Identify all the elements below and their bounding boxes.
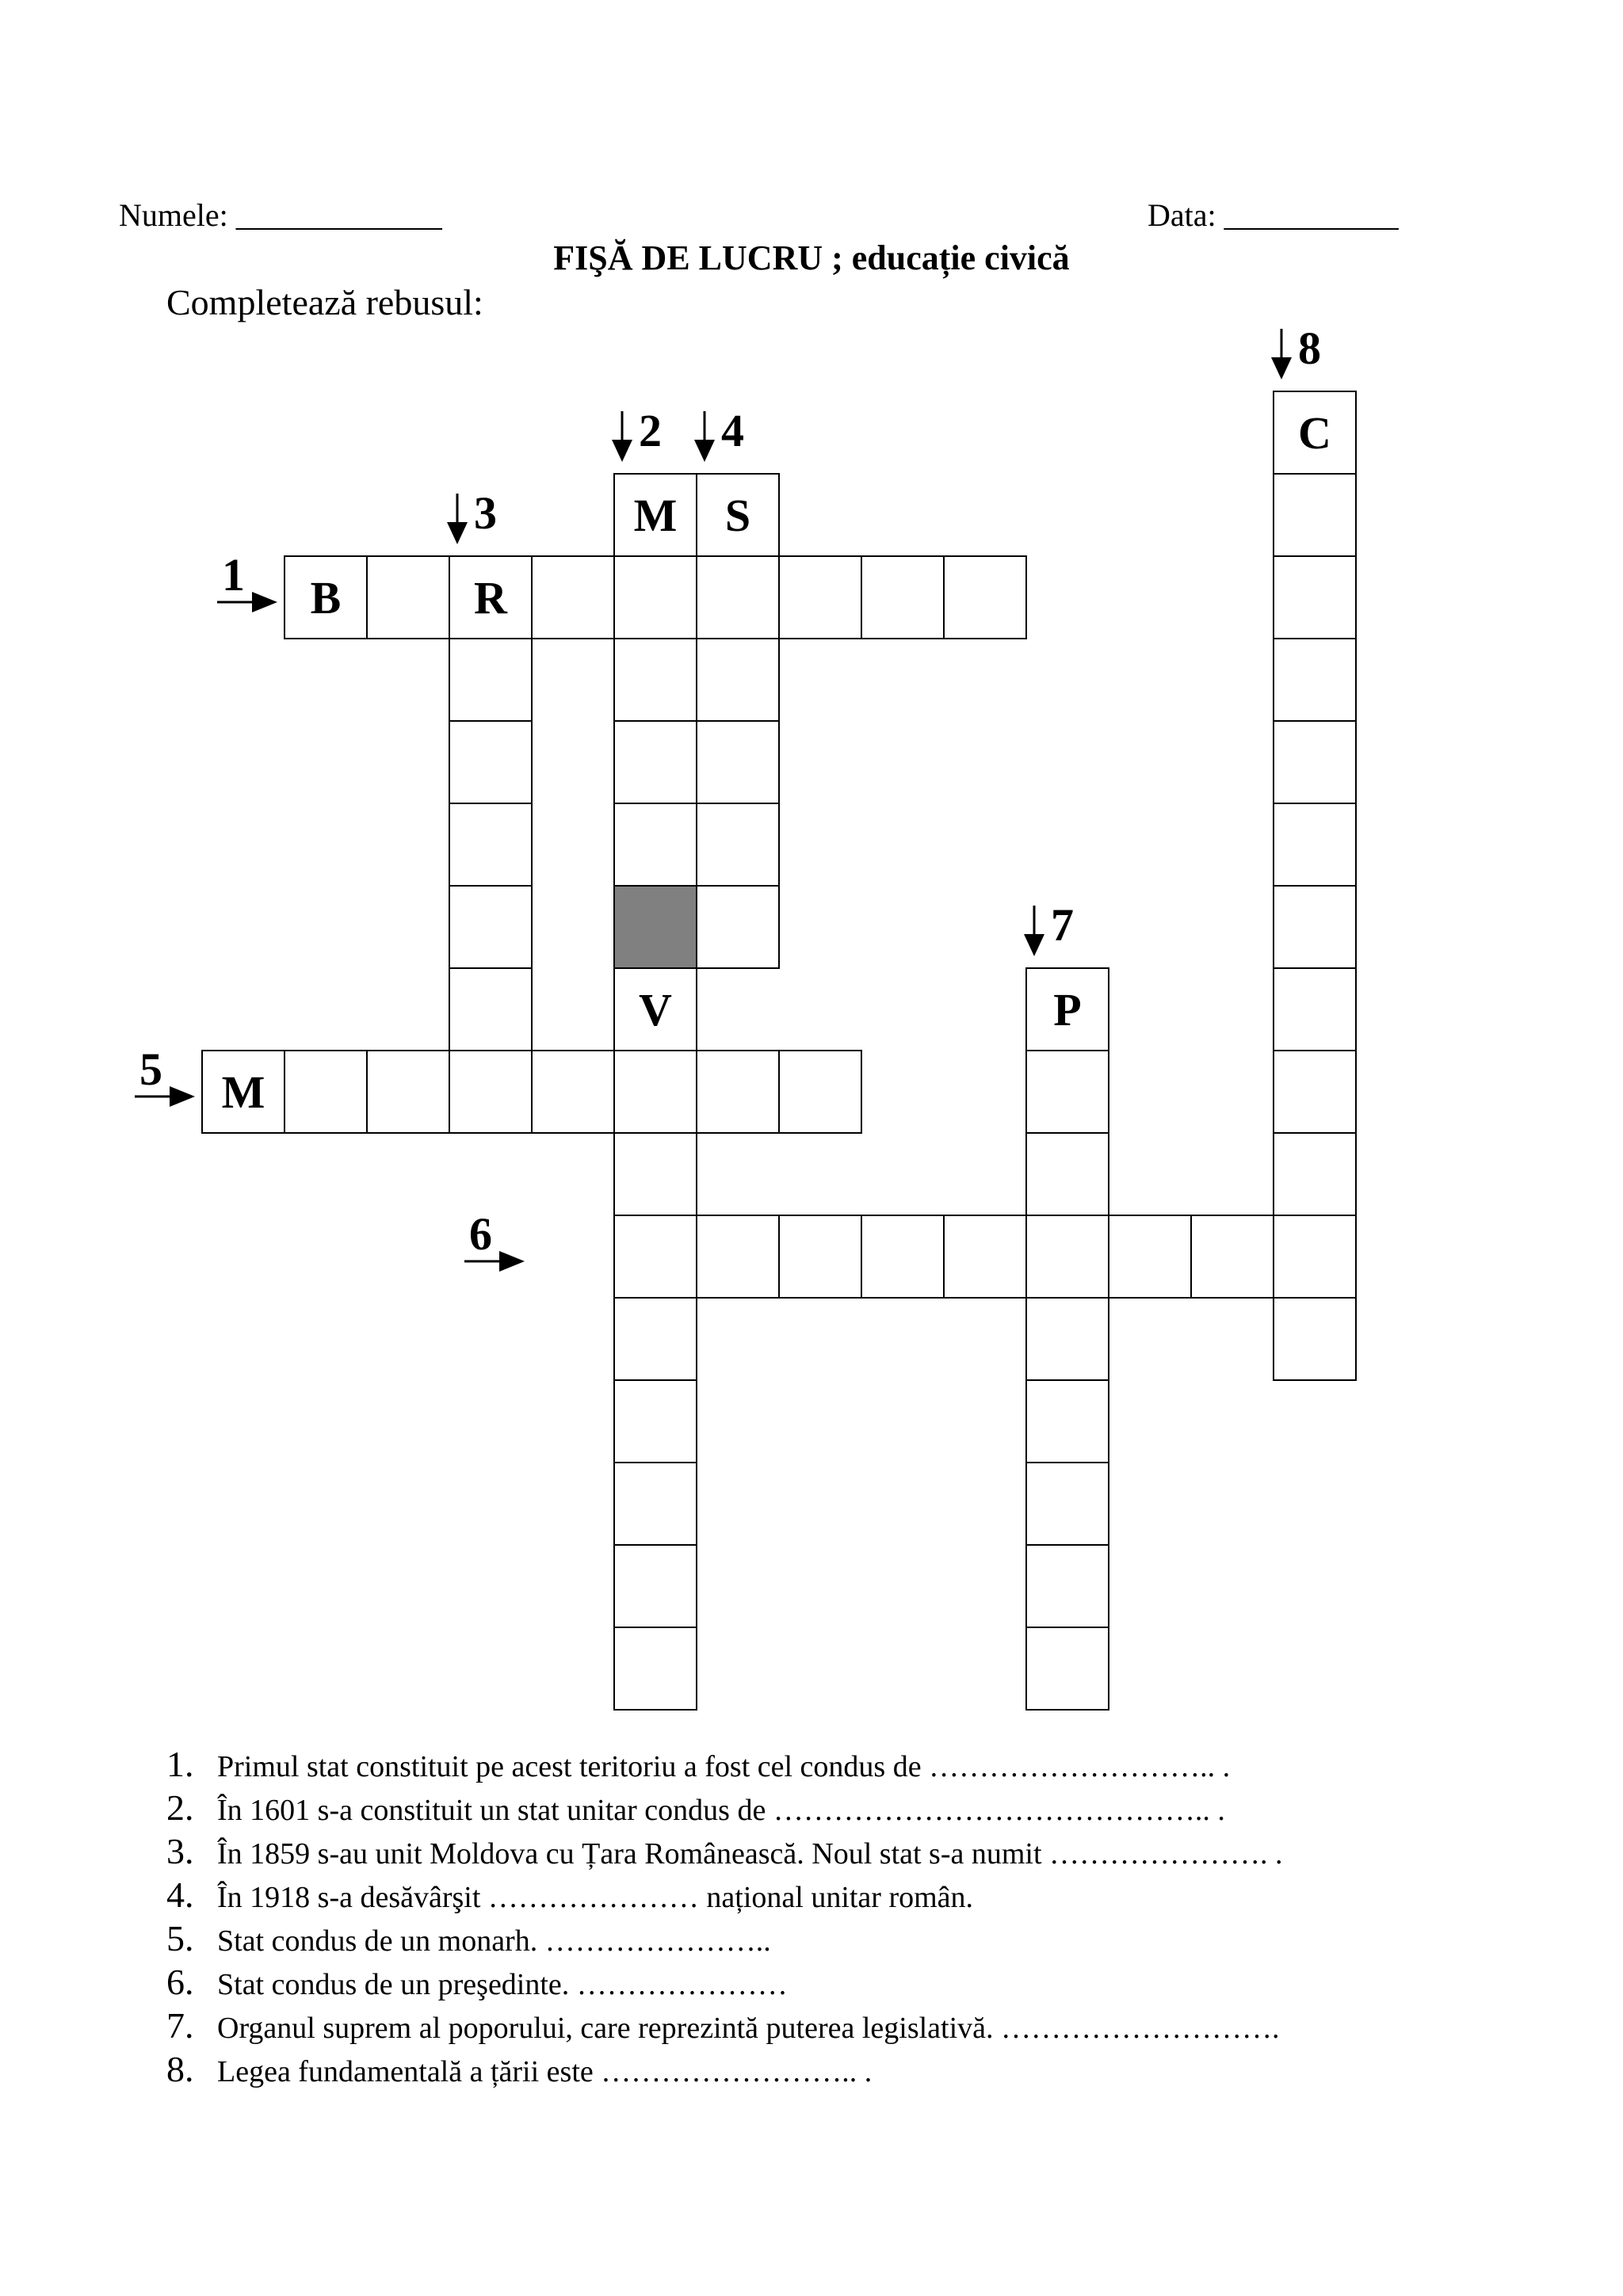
clue-number-label: 4 — [721, 405, 744, 456]
crossword-cell[interactable] — [613, 803, 697, 887]
clue-text: Legea fundamentală a țării este …………………….. . — [217, 2055, 873, 2088]
crossword-cell[interactable] — [366, 555, 450, 639]
clue-start-cell[interactable]: B — [284, 555, 368, 639]
date-field[interactable]: Data: ___________ — [1148, 197, 1399, 233]
crossword-cell[interactable] — [1273, 803, 1357, 887]
clue-list — [166, 1743, 1283, 2092]
clue-text: Stat condus de un monarh. ………………….. — [217, 1924, 771, 1958]
crossword-cell[interactable] — [613, 1050, 697, 1134]
crossword-cell[interactable] — [449, 638, 533, 722]
crossword-cell[interactable] — [613, 1132, 697, 1216]
crossword-cell[interactable] — [696, 720, 780, 804]
crossword-cell[interactable] — [696, 1050, 780, 1134]
clue-start-cell[interactable]: M — [201, 1050, 285, 1134]
down-arrow-icon — [693, 411, 716, 467]
crossword-cell[interactable] — [613, 555, 697, 639]
clue-item — [166, 1874, 1283, 1917]
clue-number: 2. — [166, 1787, 194, 1828]
clue-text: În 1859 s-au unit Moldova cu Țara Românească. Noul stat s-a numit …………………. . — [217, 1837, 1283, 1871]
crossword-cell[interactable] — [1025, 1544, 1109, 1628]
crossword-cell[interactable] — [696, 638, 780, 722]
crossword-cell[interactable] — [1273, 1215, 1357, 1299]
clue-item — [166, 1743, 1283, 1787]
clue-number-label: 6 — [469, 1208, 492, 1260]
clue-number: 1. — [166, 1744, 194, 1784]
down-arrow-icon — [445, 494, 469, 549]
crossword-cell[interactable] — [449, 803, 533, 887]
crossword-cell[interactable] — [696, 1215, 780, 1299]
clue-number: 6. — [166, 1962, 194, 2002]
crossword-cell[interactable] — [1273, 638, 1357, 722]
down-arrow-icon — [1022, 906, 1046, 961]
clue-text: În 1601 s-a constituit un stat unitar condus de …………………………………….. . — [217, 1794, 1225, 1827]
crossword-cell[interactable] — [1025, 1132, 1109, 1216]
crossword-cell[interactable] — [778, 1215, 862, 1299]
crossword-cell[interactable] — [861, 1215, 945, 1299]
clue-text: Organul suprem al poporului, care reprezintă puterea legislativă. ………………………. — [217, 2012, 1280, 2045]
clue-number: 7. — [166, 2005, 194, 2046]
page-title: FIŞĂ DE LUCRU ; educație civică — [553, 238, 1070, 277]
crossword-cell[interactable] — [1273, 1297, 1357, 1381]
right-arrow-icon — [464, 1249, 528, 1273]
crossword-cell[interactable] — [1025, 1627, 1109, 1711]
crossword-cell[interactable] — [613, 1544, 697, 1628]
crossword-cell[interactable] — [613, 1627, 697, 1711]
crossword-cell[interactable] — [696, 555, 780, 639]
crossword-cell[interactable] — [1025, 1215, 1109, 1299]
crossword-cell[interactable] — [943, 1215, 1027, 1299]
crossword-cell[interactable] — [861, 555, 945, 639]
crossword-cell[interactable] — [1273, 967, 1357, 1051]
crossword-cell[interactable] — [1273, 1132, 1357, 1216]
crossword-cell[interactable] — [613, 720, 697, 804]
right-arrow-icon — [135, 1085, 198, 1108]
clue-text: În 1918 s-a desăvârşit ………………… național unitar român. — [217, 1881, 974, 1914]
clue-item — [166, 1787, 1283, 1830]
clue-item — [166, 1830, 1283, 1874]
clue-text: Primul stat constituit pe acest teritoriu a fost cel condus de ……………………….. . — [217, 1750, 1231, 1783]
clue-number-label: 3 — [474, 487, 497, 539]
clue-start-cell[interactable]: M — [613, 473, 697, 557]
shaded-cell — [613, 885, 697, 969]
crossword-cell[interactable] — [1108, 1215, 1192, 1299]
crossword-cell[interactable] — [1273, 885, 1357, 969]
clue-number-label: 2 — [639, 405, 662, 456]
crossword-cell[interactable] — [943, 555, 1027, 639]
crossword-cell[interactable] — [613, 1215, 697, 1299]
clue-start-cell[interactable]: C — [1273, 391, 1357, 475]
crossword-cell[interactable] — [613, 1297, 697, 1381]
clue-item — [166, 2048, 1283, 2092]
clue-start-cell[interactable]: P — [1025, 967, 1109, 1051]
clue-number: 8. — [166, 2049, 194, 2089]
crossword-cell[interactable] — [613, 1462, 697, 1546]
crossword-cell[interactable] — [778, 555, 862, 639]
clue-start-cell[interactable]: R — [449, 555, 533, 639]
crossword-cell[interactable] — [1273, 1050, 1357, 1134]
name-field[interactable]: Numele: _____________ — [119, 197, 442, 233]
crossword-cell[interactable] — [531, 1050, 615, 1134]
crossword-cell[interactable] — [613, 1379, 697, 1463]
clue-number-label: 7 — [1051, 899, 1074, 951]
clue-text: Stat condus de un preşedinte. ………………… — [217, 1968, 788, 2001]
crossword-cell[interactable] — [1190, 1215, 1274, 1299]
crossword-cell[interactable] — [696, 885, 780, 969]
crossword-cell[interactable] — [449, 885, 533, 969]
crossword-cell[interactable] — [1025, 1050, 1109, 1134]
crossword-cell[interactable] — [696, 803, 780, 887]
crossword-cell[interactable] — [778, 1050, 862, 1134]
crossword-cell[interactable] — [449, 1050, 533, 1134]
right-arrow-icon — [217, 590, 281, 614]
crossword-cell[interactable] — [1025, 1462, 1109, 1546]
down-arrow-icon — [610, 411, 634, 467]
clue-number-label: 5 — [139, 1043, 162, 1095]
crossword-cell[interactable] — [1273, 473, 1357, 557]
clue-start-cell[interactable]: S — [696, 473, 780, 557]
crossword-cell[interactable] — [449, 720, 533, 804]
crossword-cell[interactable] — [1025, 1379, 1109, 1463]
clue-number-label: 1 — [222, 549, 245, 601]
instruction-text: Completează rebusul: — [166, 282, 483, 322]
clue-item — [166, 1917, 1283, 1961]
crossword-cell[interactable] — [1273, 720, 1357, 804]
clue-number: 5. — [166, 1918, 194, 1958]
clue-number: 3. — [166, 1831, 194, 1871]
down-arrow-icon — [1270, 329, 1293, 384]
crossword-cell[interactable] — [366, 1050, 450, 1134]
crossword-cell[interactable] — [613, 638, 697, 722]
given-letter-cell[interactable]: V — [613, 967, 697, 1051]
clue-number-label: 8 — [1298, 322, 1321, 374]
crossword-cell[interactable] — [449, 967, 533, 1051]
crossword-cell[interactable] — [531, 555, 615, 639]
crossword-cell[interactable] — [284, 1050, 368, 1134]
crossword-cell[interactable] — [1273, 555, 1357, 639]
clue-item — [166, 2004, 1283, 2048]
clue-item — [166, 1961, 1283, 2004]
clue-number: 4. — [166, 1875, 194, 1915]
crossword-cell[interactable] — [1025, 1297, 1109, 1381]
